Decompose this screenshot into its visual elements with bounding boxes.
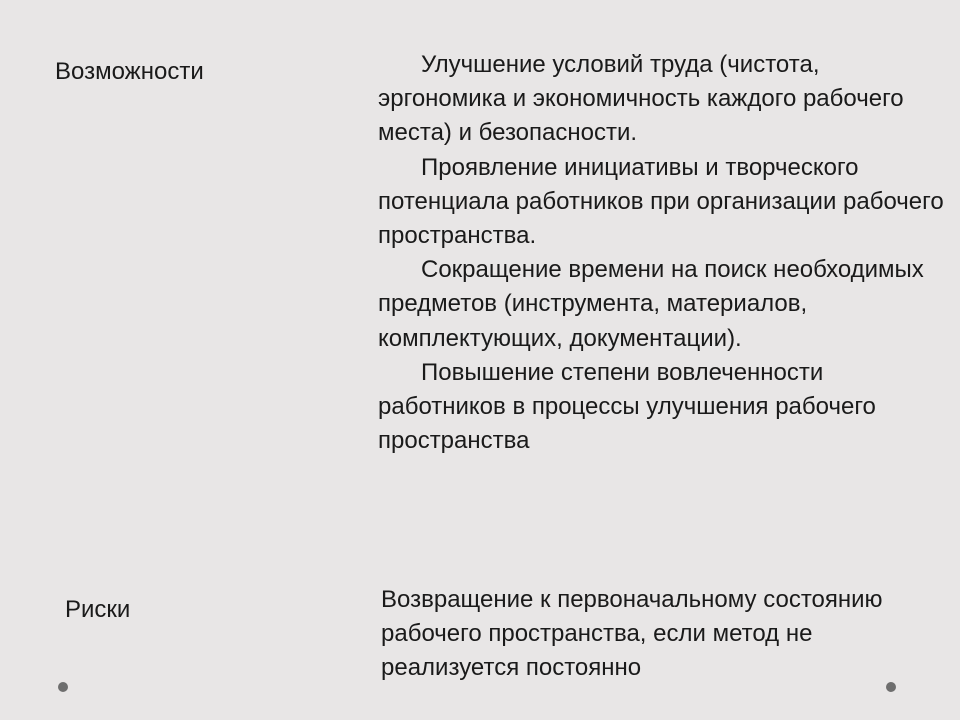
bullet-dot-icon	[58, 682, 68, 692]
opportunities-label: Возможности	[55, 58, 204, 85]
bullet-dot-icon	[886, 682, 896, 692]
opportunity-item: Проявление инициативы и творческого потенциала работников при организации рабочего пространства.	[378, 153, 944, 250]
risks-text: Возвращение к первоначальному состоянию рабочего пространства, если метод не реализуется постоянно	[381, 586, 883, 681]
risks-label: Риски	[65, 596, 131, 623]
opportunity-item: Сокращение времени на поиск необходимых предметов (инструмента, материалов, комплектующих, документации).	[378, 256, 924, 352]
opportunity-item: Повышение степени вовлеченности работников в процессы улучшения рабочего пространства	[378, 358, 876, 455]
opportunities-list	[378, 48, 953, 458]
opportunity-item: Улучшение условий труда (чистота, эргономика и экономичность каждого рабочего места) и безопасности.	[378, 51, 904, 147]
